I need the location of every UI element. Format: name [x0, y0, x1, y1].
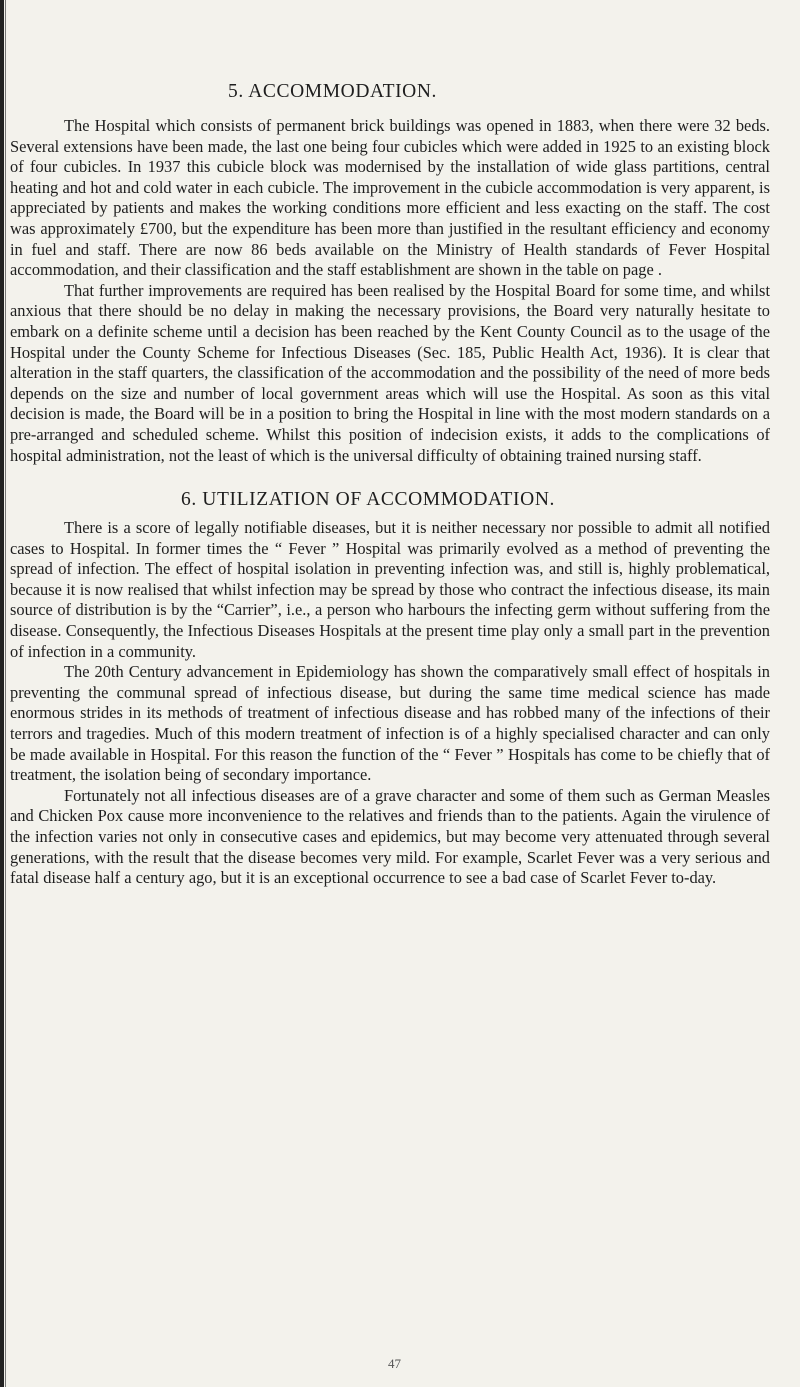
section-6-paragraph-1: There is a score of legally notifiable diseases, but it is neither necessary nor possible to admit all notified cases to Hospital. In former times the “ Fever ” Hospital was primarily evolved as a method of preventing the spread of infection. The effect of hospital isolation in preventing infection was, and still is, highly problematical, because it is now realised that whilst infection may be spread by those who contract the infectious disease, its main source of distribution is by the “Carrier”, i.e., a person who harbours the infecting germ without suffering from the disease. Consequently, the Infectious Diseases Hospitals at the present time play only a small part in the prevention of infection in a community. [10, 518, 770, 661]
section-5-paragraph-1: The Hospital which consists of permanent brick buildings was opened in 1883, when there were 32 beds. Several extensions have been made, the last one being four cubicles which were added in 1925 to an existing block of four cubicles. In 1937 this cubicle block was modernised by the installation of wide glass partitions, central heating and hot and cold water in each cubicle. The improvement in the cubicle accommodation is very apparent, is appreciated by patients and makes the working conditions more efficient and less exacting on the staff. The cost was approximately £700, but the expenditure has been more than justified in the resultant efficiency and economy in fuel and staff. There are now 86 beds available on the Ministry of Health standards of Fever Hospital accommodation, and their classification and the staff establishment are shown in the table on page . [10, 116, 770, 280]
page-number: 47 [388, 1356, 401, 1371]
section-6-heading: 6. UTILIZATION OF ACCOMMODATION. [181, 489, 555, 511]
section-6-paragraph-2: The 20th Century advancement in Epidemiology has shown the comparatively small effect of hospitals in preventing the communal spread of infectious disease, but during the same time medical science has made enormous strides in its methods of treatment of infectious disease and has robbed many of the infections of their terrors and tragedies. Much of this modern treatment of infection is of a highly specialised character and can only be made available in Hospital. For this reason the function of the “ Fever ” Hospitals has come to be chiefly that of treatment, the isolation being of secondary importance. [10, 662, 770, 785]
section-5-heading: 5. ACCOMMODATION. [228, 81, 438, 102]
section-5-paragraph-2: That further improvements are required has been realised by the Hospital Board for some time, and whilst anxious that there should be no delay in making the necessary provisions, the Board very naturally hesitate to embark on a definite scheme until a decision has been reached by the Kent County Council as to the usage of the Hospital under the County Scheme for Infectious Diseases (Sec. 185, Public Health Act, 1936). It is clear that alteration in the staff quarters, the classification of the accommodation and the possibility of the need of more beds depends on the size and number of local government areas which will use the Hospital. As soon as this vital decision is made, the Board will be in a position to bring the Hospital in line with the most modern standards on a pre-arranged and scheduled scheme. Whilst this position of indecision exists, it adds to the complications of hospital administration, not the least of which is the universal difficulty of obtaining trained nursing staff. [10, 280, 770, 465]
binding-edge-line [5, 0, 6, 1387]
binding-edge [0, 0, 4, 1387]
page-content [10, 78, 770, 889]
section-6-paragraph-3: Fortunately not all infectious diseases are of a grave character and some of them such as German Measles and Chicken Pox cause more inconvenience to the relatives and friends than to the patients. Again the virulence of the infection varies not only in consecutive cases and epidemics, but may become very attenuated through several generations, with the result that the disease becomes very mild. For example, Scarlet Fever was a very serious and fatal disease half a century ago, but it is an exceptional occurrence to see a bad case of Scarlet Fever to-day. [10, 785, 770, 888]
